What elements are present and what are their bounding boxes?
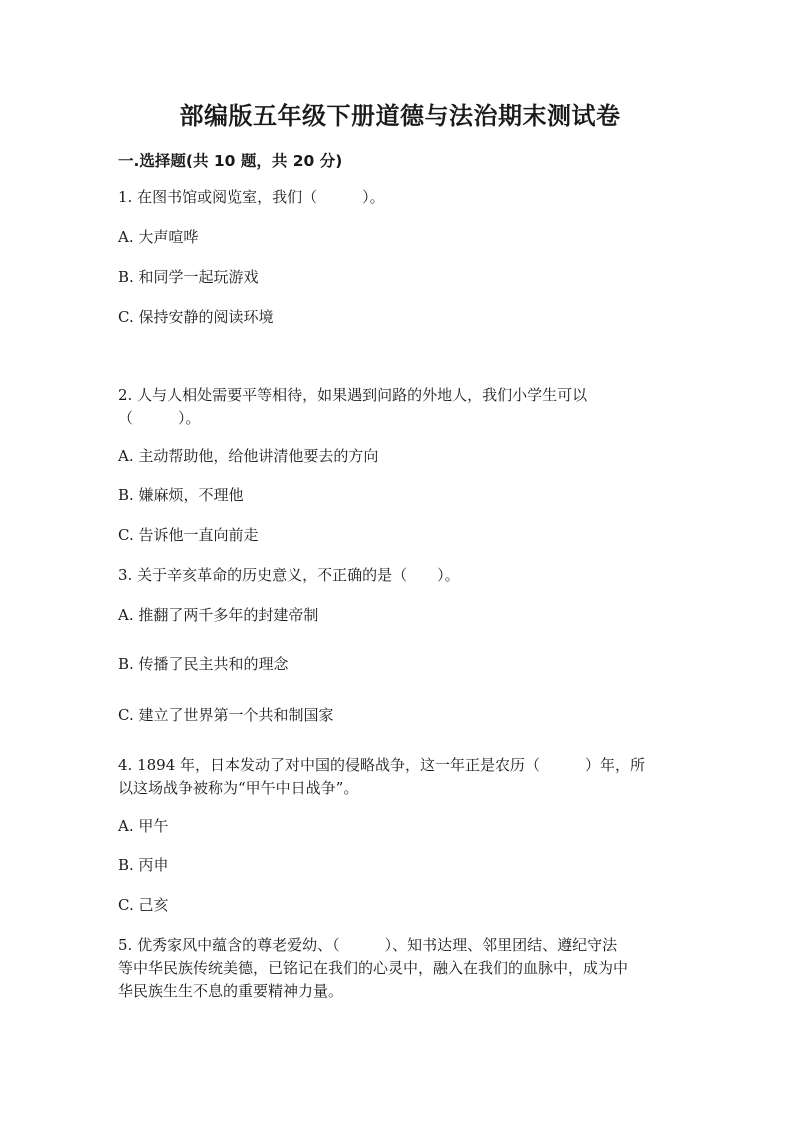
question-3-option-a: A. 推翻了两千多年的封建帝制: [118, 606, 319, 624]
question-2-stem-line-1: 2. 人与人相处需要平等相待，如果遇到问路的外地人，我们小学生可以: [118, 386, 588, 404]
question-1-stem: 1. 在图书馆或阅览室，我们（ ）。: [118, 188, 385, 206]
question-4-stem-line-2: 以这场战争被称为“甲午中日战争”。: [118, 779, 359, 797]
question-4-option-b: B. 丙申: [118, 856, 169, 874]
question-4-stem-line-1: 4. 1894 年，日本发动了对中国的侵略战争，这一年正是农历（ ）年，所: [118, 756, 646, 774]
question-1-option-b: B. 和同学一起玩游戏: [118, 268, 259, 286]
question-5-stem-line-1: 5. 优秀家风中蕴含的尊老爱幼、（ ）、知书达理、邻里团结、遵纪守法: [118, 936, 618, 954]
question-5-stem-line-2: 等中华民族传统美德，已铭记在我们的心灵中，融入在我们的血脉中，成为中: [118, 959, 629, 977]
question-3-option-c: C. 建立了世界第一个共和制国家: [118, 706, 334, 724]
question-5-stem-line-3: 华民族生生不息的重要精神力量。: [118, 982, 344, 1000]
question-2-option-a: A. 主动帮助他，给他讲清他要去的方向: [118, 447, 379, 465]
exam-title: 部编版五年级下册道德与法治期末测试卷: [179, 101, 621, 130]
question-4-option-a: A. 甲午: [118, 817, 169, 835]
question-3-stem: 3. 关于辛亥革命的历史意义，不正确的是（ ）。: [118, 566, 460, 584]
question-3-option-b: B. 传播了民主共和的理念: [118, 655, 289, 673]
question-2-stem-line-2: （ ）。: [118, 409, 201, 427]
question-1-option-c: C. 保持安静的阅读环境: [118, 308, 274, 326]
question-4-option-c: C. 己亥: [118, 896, 169, 914]
question-1-option-a: A. 大声喧哗: [118, 228, 199, 246]
section-heading: 一.选择题(共 10 题，共 20 分): [118, 152, 343, 170]
question-2-option-b: B. 嫌麻烦，不理他: [118, 486, 244, 504]
question-2-option-c: C. 告诉他一直向前走: [118, 526, 259, 544]
